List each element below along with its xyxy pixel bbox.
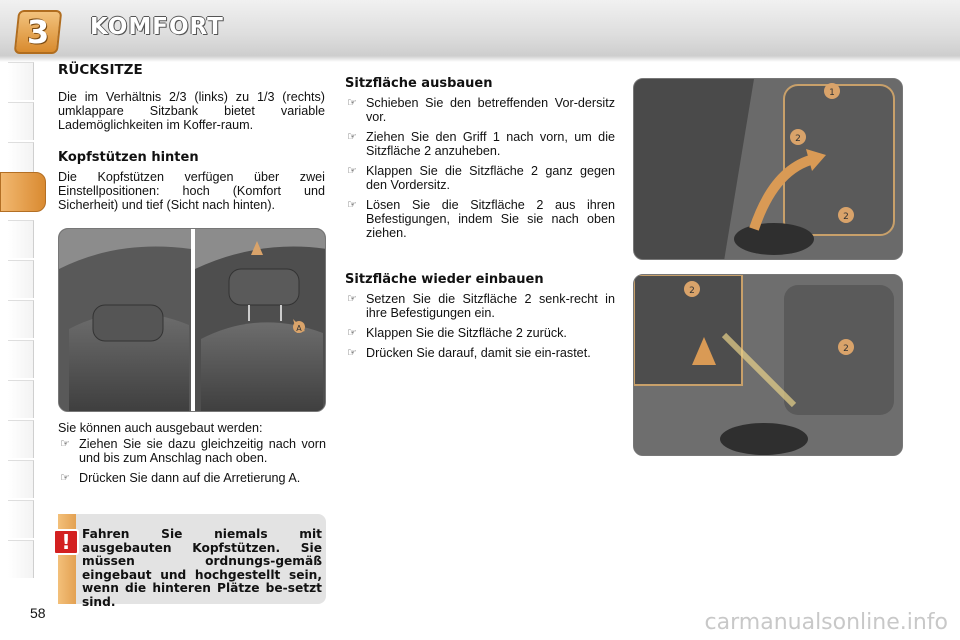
watermark: carmanualsonline.info bbox=[704, 610, 948, 635]
chapter-tab[interactable] bbox=[8, 62, 34, 100]
warning-strip bbox=[58, 514, 76, 604]
refit-seat-steps bbox=[345, 292, 615, 366]
section-title: RÜCKSITZE bbox=[58, 62, 143, 78]
chapter-tab[interactable] bbox=[8, 460, 34, 498]
chapter-tab-active[interactable] bbox=[0, 172, 46, 212]
refit-seat-title: Sitzfläche wieder einbauen bbox=[345, 272, 544, 287]
list-item: ☞ Schieben Sie den betreffenden Vor-dersitz vor. bbox=[347, 96, 615, 124]
list-item: ☞ Klappen Sie die Sitzfläche 2 ganz gegen den Vordersitz. bbox=[347, 164, 615, 192]
removal-intro: Sie können auch ausgebaut werden: bbox=[58, 421, 263, 435]
headrest-illustration bbox=[59, 229, 326, 412]
page-number: 58 bbox=[30, 605, 46, 621]
chapter-badge bbox=[14, 10, 63, 54]
list-item: ☞ Klappen Sie die Sitzfläche 2 zurück. bbox=[347, 326, 567, 340]
chapter-tab[interactable] bbox=[8, 102, 34, 140]
headrest-photo bbox=[58, 228, 326, 412]
list-item: ☞ Setzen Sie die Sitzfläche 2 senk-recht in ihre Befestigungen ein. bbox=[347, 292, 615, 320]
photo-label-2: 2 bbox=[843, 344, 849, 354]
photo-label-2: 2 bbox=[689, 286, 695, 296]
chapter-tab[interactable] bbox=[8, 420, 34, 458]
photo-label-1: 1 bbox=[829, 88, 835, 98]
pointing-hand-icon: ☞ bbox=[347, 326, 357, 339]
removal-steps bbox=[58, 437, 326, 491]
warning-icon: ! bbox=[53, 529, 79, 555]
pointing-hand-icon: ☞ bbox=[347, 198, 357, 211]
headrest-paragraph: Die Kopfstützen verfügen über zwei Einstellpositionen: hoch (Komfort und Sicherheit) und tief (Sicht nach hinten). bbox=[58, 170, 325, 212]
photo-label-a: A bbox=[296, 324, 302, 333]
chapter-tab[interactable] bbox=[8, 540, 34, 578]
photo-label-2: 2 bbox=[795, 134, 801, 144]
list-item: ☞ Ziehen Sie sie dazu gleichzeitig nach vorn und bis zum Anschlag nach oben. bbox=[60, 437, 326, 465]
chapter-tab[interactable] bbox=[8, 380, 34, 418]
chapter-tab[interactable] bbox=[8, 340, 34, 378]
pointing-hand-icon: ☞ bbox=[60, 437, 70, 450]
pointing-hand-icon: ☞ bbox=[347, 164, 357, 177]
remove-seat-photo bbox=[633, 78, 903, 260]
pointing-hand-icon: ☞ bbox=[347, 130, 357, 143]
list-item: ☞ Lösen Sie die Sitzfläche 2 aus ihren Befestigungen, indem Sie sie nach oben ziehen. bbox=[347, 198, 615, 240]
remove-seat-title: Sitzfläche ausbauen bbox=[345, 76, 493, 91]
refit-seat-photo bbox=[633, 274, 903, 456]
chapter-title: KOMFORT bbox=[90, 14, 224, 40]
list-item: ☞ Ziehen Sie den Griff 1 nach vorn, um die Sitzfläche 2 anzuheben. bbox=[347, 130, 615, 158]
chapter-number: 3 bbox=[26, 13, 50, 51]
list-item: ☞ Drücken Sie darauf, damit sie ein-rastet. bbox=[347, 346, 591, 360]
pointing-hand-icon: ☞ bbox=[60, 471, 70, 484]
chapter-tab[interactable] bbox=[8, 500, 34, 538]
warning-text: Fahren Sie niemals mit ausgebauten Kopfstützen. Sie müssen ordnungs-gemäß eingebaut und hochgestellt sein, wenn die hinteren Plätze be-setzt sind. bbox=[82, 527, 322, 609]
chapter-tab[interactable] bbox=[8, 220, 34, 258]
seat-removal-illustration bbox=[634, 79, 903, 260]
list-item: ☞ Drücken Sie dann auf die Arretierung A. bbox=[60, 471, 301, 485]
pointing-hand-icon: ☞ bbox=[347, 96, 357, 109]
chapter-tab[interactable] bbox=[8, 300, 34, 338]
intro-paragraph: Die im Verhältnis 2/3 (links) zu 1/3 (rechts) umklappare Sitzbank bietet variable Lademöglichkeiten im Koffer-raum. bbox=[58, 90, 325, 132]
chapter-tab[interactable] bbox=[8, 260, 34, 298]
photo-label-2: 2 bbox=[843, 212, 849, 222]
headrest-title: Kopfstützen hinten bbox=[58, 150, 199, 165]
chapter-tabs bbox=[0, 62, 46, 582]
pointing-hand-icon: ☞ bbox=[347, 346, 357, 359]
pointing-hand-icon: ☞ bbox=[347, 292, 357, 305]
seat-refit-illustration bbox=[634, 275, 903, 456]
remove-seat-steps bbox=[345, 96, 615, 246]
